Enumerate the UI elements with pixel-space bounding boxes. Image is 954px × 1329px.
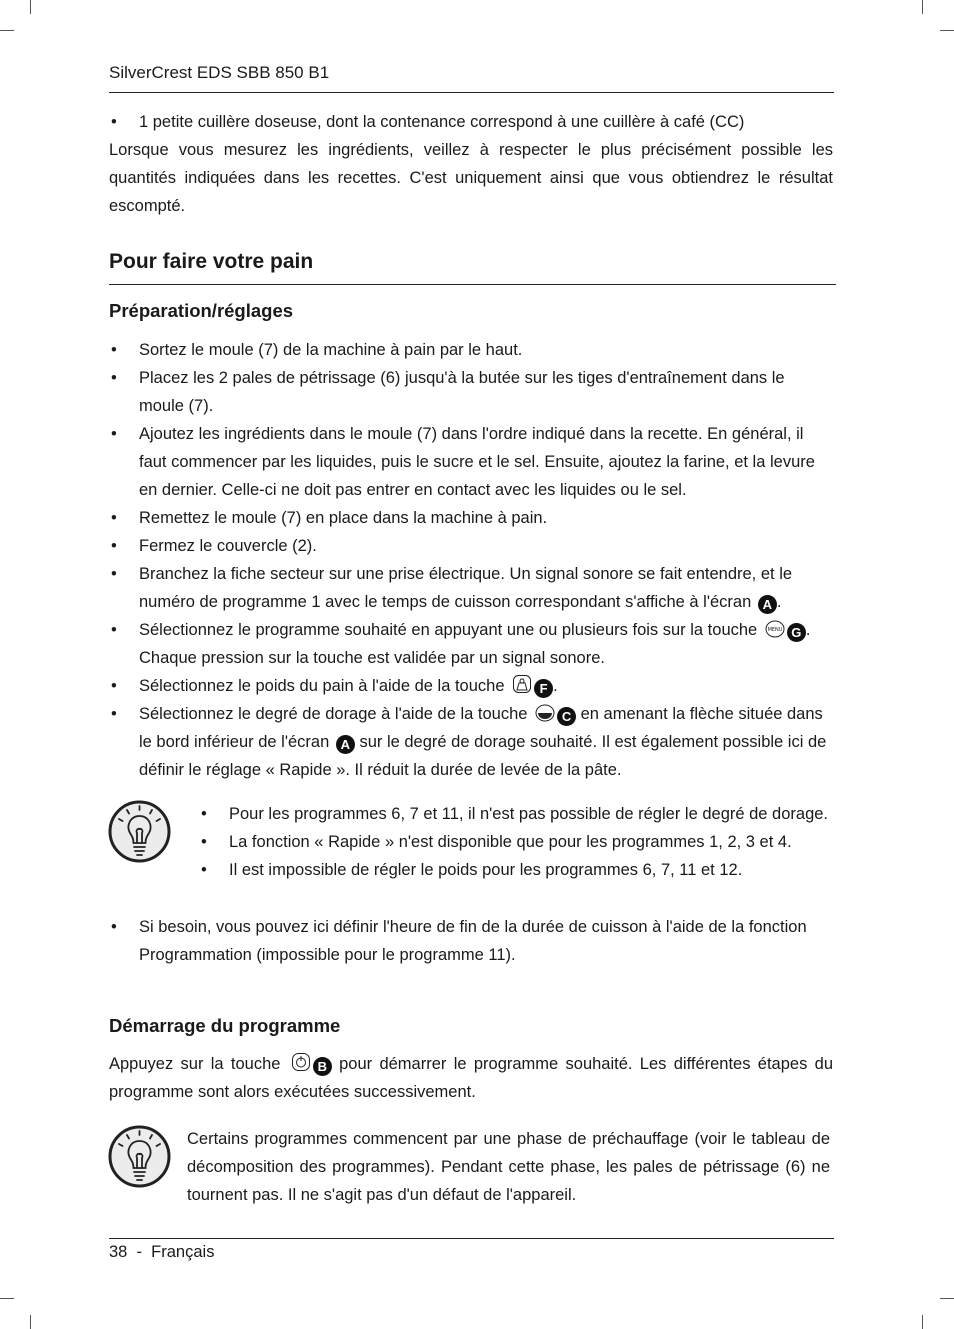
header-divider (109, 92, 834, 93)
bullet: • (111, 509, 117, 527)
bullet: • (111, 113, 117, 131)
page-header-title: SilverCrest EDS SBB 850 B1 (109, 63, 330, 82)
crop-mark (0, 30, 14, 31)
bullet: • (111, 705, 117, 723)
label-c-icon: C (557, 707, 576, 726)
list-item-text: Ajoutez les ingrédients dans le moule (7) dans l'ordre indiqué dans la recette. En général, il faut commencer par les liquides, puis le sucre et le sel. Ensuite, ajoutez la farine, et la levure en dernier. Celle-ci ne doit pas entrer en contact avec les liquides ou le sel. (139, 425, 815, 499)
crust-key-icon (535, 704, 555, 722)
list-item-text: La fonction « Rapide » n'est disponible que pour les programmes 1, 2, 3 et 4. (229, 833, 792, 851)
list-item-text: . (553, 677, 558, 695)
list-item-text: Sélectionnez le poids du pain à l'aide de la touche (139, 677, 505, 695)
crop-mark (940, 30, 954, 31)
section-title: Pour faire votre pain (109, 250, 314, 273)
list-item-text: Si besoin, vous pouvez ici définir l'heure de fin de la durée de cuisson à l'aide de la fonction Programmation (impossible pour le programme 11). (139, 918, 807, 964)
crop-mark (30, 0, 31, 14)
list-item (109, 913, 833, 969)
list-item (199, 828, 839, 856)
bullet: • (201, 805, 207, 823)
bullet: • (111, 621, 117, 639)
section-divider (109, 284, 836, 285)
list-item-text: sur le degré de dorage souhaité. Il est également possible ici de définir le réglage « Rapide ». Il réduit la durée de levée de la pâte. (139, 733, 827, 779)
bullet: • (201, 861, 207, 879)
list-item (109, 560, 833, 616)
list-item-text: Fermez le couvercle (2). (139, 537, 317, 555)
intro-paragraph: Lorsque vous mesurez les ingrédients, veillez à respecter le plus précisément possible les quantités indiquées dans les recettes. C'est uniquement ainsi que vous obtiendrez le résultat escompté. (109, 141, 833, 215)
bullet: • (111, 677, 117, 695)
list-item-text: . (776, 593, 782, 611)
bullet: • (201, 833, 207, 851)
list-item-text: Sélectionnez le degré de dorage à l'aide de la touche (139, 705, 528, 723)
bullet: • (111, 565, 117, 583)
bullet: • (111, 369, 117, 387)
menu-key-label: MENU (767, 627, 783, 633)
list-item (109, 616, 833, 672)
bullet: • (111, 918, 117, 936)
menu-key-icon (765, 620, 785, 638)
list-item-text: Placez les 2 pales de pétrissage (6) jusqu'à la butée sur les tiges d'entraînement dans le moule (7). (139, 369, 785, 415)
tip-lightbulb-icon (108, 1125, 171, 1188)
list-item-text: Il est impossible de régler le poids pour les programmes 6, 7, 11 et 12. (229, 861, 743, 879)
list-item (109, 672, 833, 700)
prep-list (109, 336, 833, 784)
intro-list (109, 108, 833, 136)
list-item-text: Sélectionnez le programme souhaité en appuyant une ou plusieurs fois sur la touche (139, 621, 758, 639)
start-stop-key-icon (291, 1052, 311, 1072)
start-paragraph (109, 1050, 833, 1106)
list-item (109, 364, 833, 420)
list-item-text: Branchez la fiche secteur sur une prise électrique. Un signal sonore se fait entendre, et le numéro de programme 1 avec le temps de cuisson correspondant s'affiche à l'écran (139, 565, 793, 611)
label-a-icon: A (758, 595, 777, 614)
label-a-icon: A (336, 735, 355, 754)
start-text: pour démarrer le programme souhaité. Les différentes étapes du programme sont alors exécutées successivement. (109, 1055, 833, 1101)
label-f-icon: F (534, 679, 553, 698)
weight-key-icon (512, 674, 532, 694)
list-item-text: Pour les programmes 6, 7 et 11, il n'est pas possible de régler le degré de dorage. (229, 805, 829, 823)
list-item (109, 532, 833, 560)
footer-divider (109, 1238, 834, 1239)
label-g-icon: G (787, 623, 806, 642)
bullet: • (111, 537, 117, 555)
list-item (109, 336, 833, 364)
list-item (109, 504, 833, 532)
list-item (109, 700, 833, 784)
list-item-text: 1 petite cuillère doseuse, dont la contenance correspond à une cuillère à café (CC) (139, 113, 745, 131)
list-item-text: Sortez le moule (7) de la machine à pain par le haut. (139, 341, 523, 359)
crop-mark (0, 1298, 14, 1299)
list-item-text: en amenant la flèche située dans le bord inférieur de l'écran (139, 705, 823, 751)
list-item (109, 420, 833, 504)
crop-mark (922, 1315, 923, 1329)
prep-title: Préparation/réglages (109, 300, 294, 321)
list-item-text: Remettez le moule (7) en place dans la machine à pain. (139, 509, 548, 527)
bullet: • (111, 341, 117, 359)
list-item (109, 108, 833, 136)
label-b-icon: B (313, 1057, 332, 1076)
tip-text: Certains programmes commencent par une phase de préchauffage (voir le tableau de décomposition des programmes). Pendant cette phase, les pales de pétrissage (6) ne tournent pas. Il ne s'agit pas d'un défaut de l'appareil. (187, 1130, 830, 1204)
start-text: Appuyez sur la touche (109, 1055, 281, 1073)
start-title: Démarrage du programme (109, 1015, 341, 1036)
page-footer: 38 - Français (109, 1243, 215, 1261)
bullet: • (111, 425, 117, 443)
tip-list (199, 800, 839, 884)
tip-lightbulb-icon (108, 800, 171, 863)
list-item (199, 856, 839, 884)
crop-mark (940, 1298, 954, 1299)
crop-mark (922, 0, 923, 14)
crop-mark (30, 1315, 31, 1329)
prep-list-continued (109, 913, 833, 969)
list-item-text: . Chaque pression sur la touche est validée par un signal sonore. (139, 621, 811, 667)
list-item (199, 800, 839, 828)
